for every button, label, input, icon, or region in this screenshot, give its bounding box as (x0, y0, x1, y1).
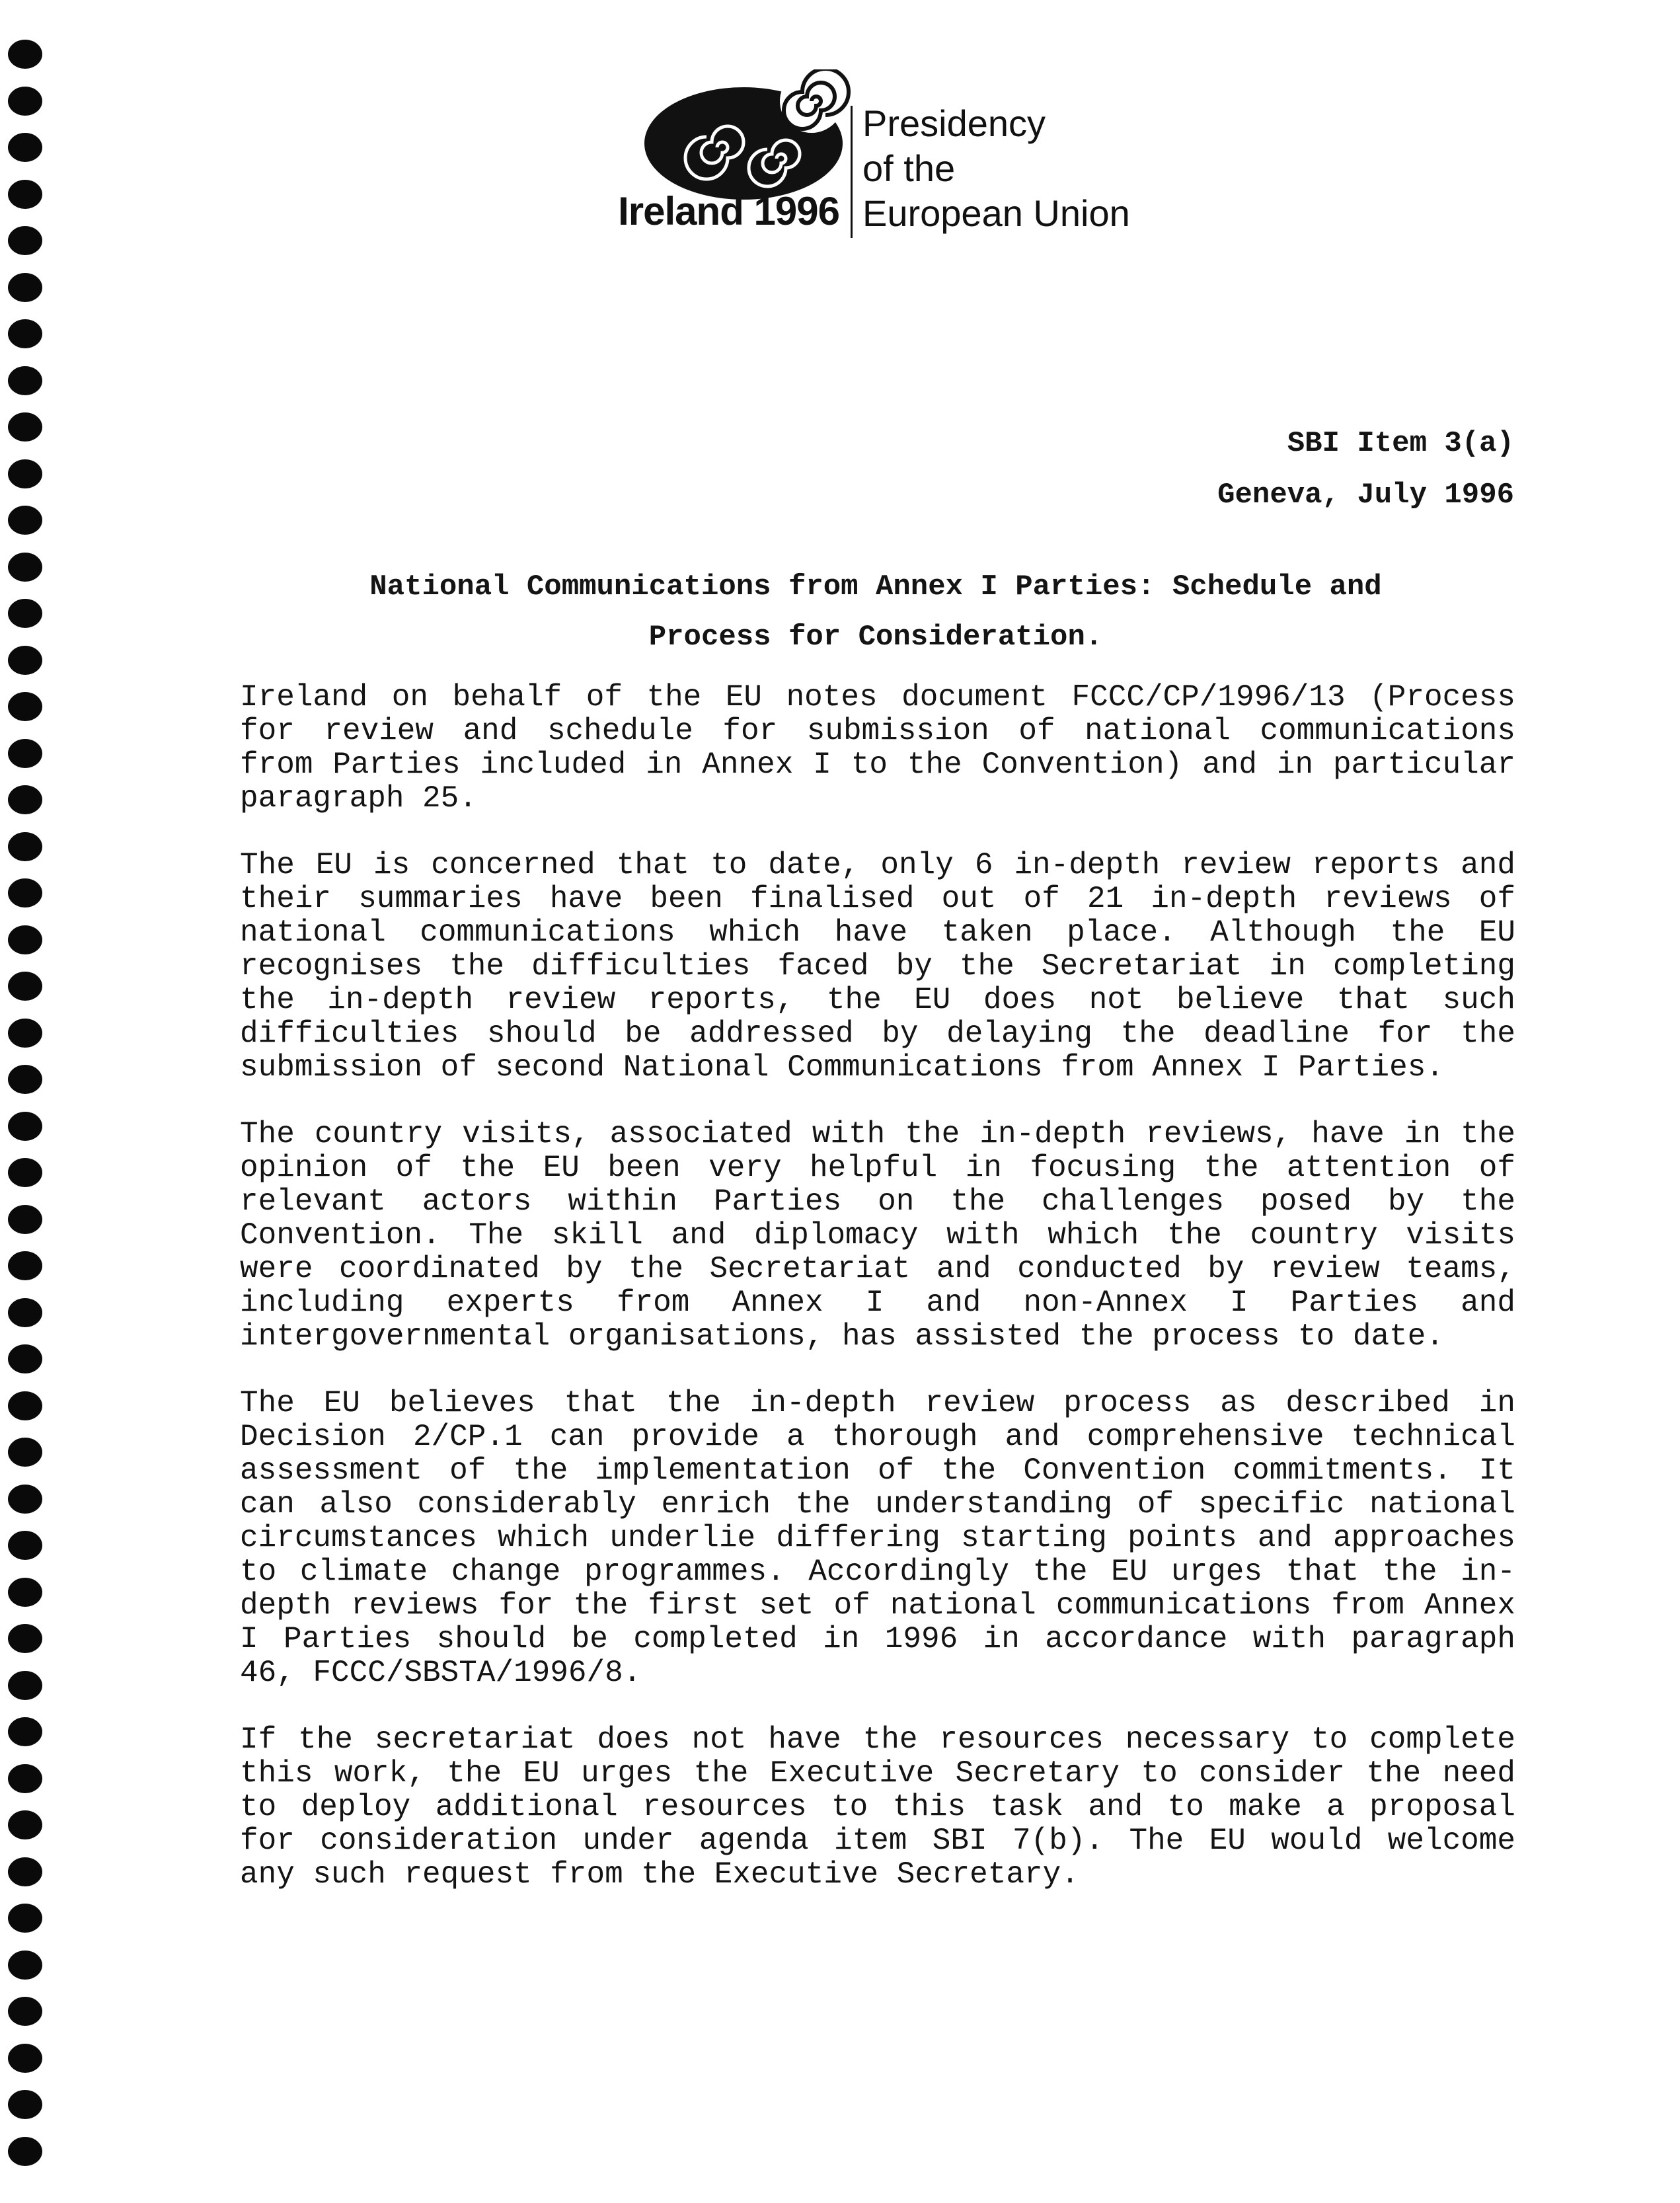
paragraph-2: The EU is concerned that to date, only 6 in-depth review reports and their summaries have been finalised out of 21 in-depth reviews of national communications which have taken place. Although the EU recognises the difficulties faced by the Secretariat in completing the in-depth review reports, the EU does not believe that such difficulties should be addressed by delaying the deadline for the submission of second National Communications from Annex I Parties. (240, 848, 1515, 1085)
binder-hole (8, 1624, 42, 1653)
binder-hole (8, 273, 42, 302)
binder-hole (8, 1904, 42, 1933)
binder-hole (8, 2044, 42, 2073)
binder-hole (8, 1065, 42, 1094)
binder-holes (8, 40, 48, 2194)
binder-hole (8, 878, 42, 908)
binder-hole (8, 459, 42, 488)
document-reference (1217, 418, 1514, 521)
binder-hole (8, 1344, 42, 1373)
binder-hole (8, 1764, 42, 1793)
binder-hole (8, 1019, 42, 1048)
binder-hole (8, 1857, 42, 1886)
binder-hole (8, 599, 42, 628)
binder-hole (8, 925, 42, 954)
binder-hole (8, 180, 42, 209)
paragraph-5: If the secretariat does not have the resources necessary to complete this work, the EU urges the Executive Secretary to consider the need to deploy additional resources to this task and to make a proposal for consideration under agenda item SBI 7(b). The EU would welcome any such request from the Executive Secretary. (240, 1722, 1515, 1892)
logo-text: Ireland 1996 (618, 189, 839, 233)
binder-hole (8, 972, 42, 1001)
binder-hole (8, 553, 42, 582)
presidency-line-1: Presidency (862, 102, 1046, 144)
binder-hole (8, 506, 42, 535)
binder-hole (8, 87, 42, 116)
binder-hole (8, 1205, 42, 1234)
binder-hole (8, 319, 42, 348)
binder-hole (8, 1251, 42, 1280)
letterhead-divider (851, 106, 853, 238)
binder-hole (8, 1485, 42, 1514)
letterhead (605, 69, 1147, 248)
binder-hole (8, 1810, 42, 1839)
binder-hole (8, 739, 42, 768)
binder-hole (8, 1438, 42, 1467)
binder-hole (8, 1951, 42, 1980)
paragraph-1: Ireland on behalf of the EU notes document FCCC/CP/1996/13 (Process for review and schedule for submission of national communications from Parties included in Annex I to the Convention) and in particular paragraph 25. (240, 680, 1515, 816)
binder-hole (8, 1578, 42, 1607)
document-body (240, 681, 1515, 1925)
binder-hole (8, 366, 42, 395)
binder-hole (8, 646, 42, 675)
title-line-1: National Communications from Annex I Parties: Schedule and (369, 570, 1382, 603)
presidency-line-2: of the (862, 147, 956, 189)
binder-hole (8, 1531, 42, 1560)
binder-hole (8, 1671, 42, 1700)
binder-hole (8, 1298, 42, 1327)
binder-hole (8, 692, 42, 721)
place-date: Geneva, July 1996 (1217, 479, 1514, 512)
binder-hole (8, 1158, 42, 1187)
paragraph-4: The EU believes that the in-depth review process as described in Decision 2/CP.1 can provide a thorough and comprehensive technical assessment of the implementation of the Convention commitments. It can also considerably enrich the understanding of specific national circumstances which underlie differing starting points and approaches to climate change programmes. Accordingly the EU urges that the in-depth reviews for the first set of national communications from Annex I Parties should be completed in 1996 in accordance with paragraph 46, FCCC/SBSTA/1996/8. (240, 1386, 1515, 1690)
binder-hole (8, 2137, 42, 2166)
presidency-text (862, 101, 1130, 236)
title-line-2: Process for Consideration. (648, 621, 1103, 654)
presidency-line-3: European Union (862, 192, 1130, 234)
binder-hole (8, 40, 42, 69)
paragraph-3: The country visits, associated with the in-depth reviews, have in the opinion of the EU been very helpful in focusing the attention of relevant actors within Parties on the challenges posed by the Convention. The skill and diplomacy with which the country visits were coordinated by the Secretariat and conducted by review teams, including experts from Annex I and non-Annex I Parties and intergovernmental organisations, has assisted the process to date. (240, 1117, 1515, 1354)
binder-hole (8, 1717, 42, 1746)
binder-hole (8, 412, 42, 442)
binder-hole (8, 1391, 42, 1420)
binder-hole (8, 832, 42, 861)
binder-hole (8, 133, 42, 162)
binder-hole (8, 785, 42, 814)
binder-hole (8, 1997, 42, 2026)
binder-hole (8, 2090, 42, 2119)
binder-hole (8, 226, 42, 255)
sbi-item: SBI Item 3(a) (1287, 427, 1514, 460)
document-title (238, 562, 1513, 662)
spiral-logo-icon (644, 69, 869, 202)
binder-hole (8, 1112, 42, 1141)
